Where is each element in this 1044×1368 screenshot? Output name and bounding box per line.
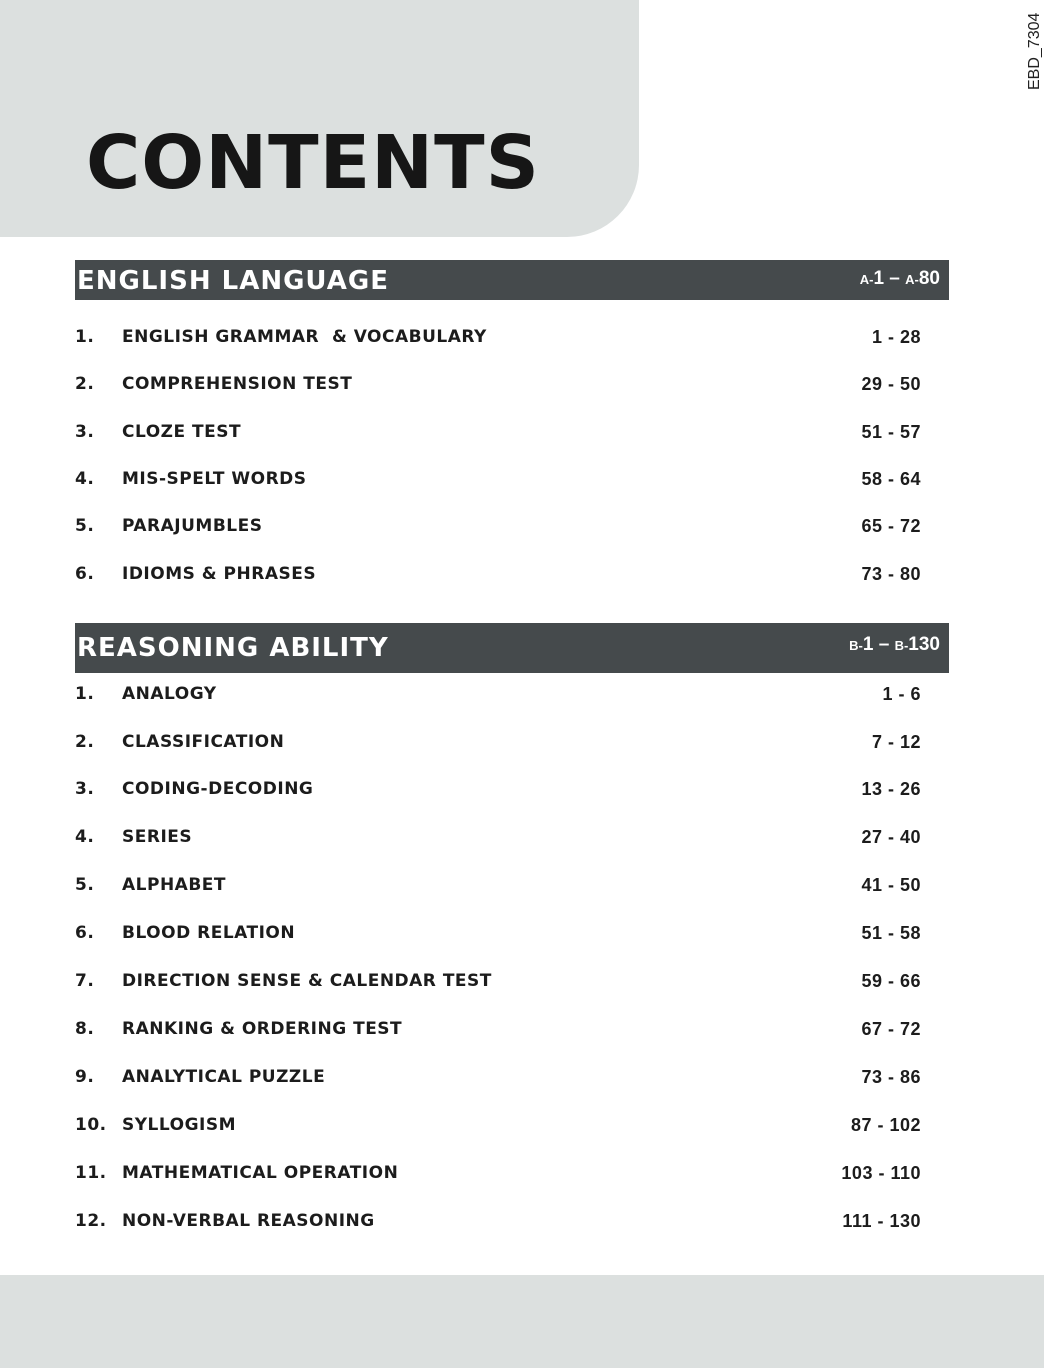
entry-title: NON-VERBAL REASONING bbox=[122, 1211, 375, 1231]
entry-pages: 103 - 110 bbox=[841, 1163, 921, 1183]
entry-pages: 7 - 12 bbox=[871, 732, 921, 752]
section-title: ENGLISH LANGUAGE bbox=[77, 266, 389, 296]
entry-number: 8. bbox=[75, 1019, 95, 1039]
entry-number: 6. bbox=[75, 923, 95, 943]
entry-title: ALPHABET bbox=[122, 875, 226, 895]
entry-title: CLASSIFICATION bbox=[122, 732, 285, 752]
entry-number: 3. bbox=[75, 422, 95, 442]
entry-number: 7. bbox=[75, 971, 95, 991]
toc-entry[interactable] bbox=[75, 1161, 921, 1185]
entry-title: CODING-DECODING bbox=[122, 779, 314, 799]
section-page-range: B-1 – B-130 bbox=[849, 634, 940, 655]
entry-title: MIS-SPELT WORDS bbox=[122, 469, 307, 489]
entry-number: 4. bbox=[75, 469, 95, 489]
entry-pages: 1 - 6 bbox=[882, 684, 921, 704]
entry-pages: 65 - 72 bbox=[861, 516, 921, 536]
entry-pages: 87 - 102 bbox=[850, 1115, 921, 1135]
toc-entry[interactable] bbox=[75, 325, 921, 349]
entry-number: 9. bbox=[75, 1067, 95, 1087]
entry-number: 4. bbox=[75, 827, 95, 847]
entry-title: ANALOGY bbox=[122, 684, 217, 704]
entry-pages: 29 - 50 bbox=[861, 374, 921, 394]
page-title: CONTENTS bbox=[86, 120, 540, 206]
entry-pages: 41 - 50 bbox=[861, 875, 921, 895]
entry-pages: 58 - 64 bbox=[861, 469, 921, 489]
entry-number: 1. bbox=[75, 327, 95, 347]
entry-number: 5. bbox=[75, 875, 95, 895]
section-header-english bbox=[75, 260, 949, 300]
entry-pages: 73 - 86 bbox=[861, 1067, 921, 1087]
toc-entry[interactable] bbox=[75, 921, 921, 945]
entry-title: SYLLOGISM bbox=[122, 1115, 237, 1135]
entry-title: ENGLISH GRAMMAR & VOCABULARY bbox=[122, 327, 487, 347]
entry-pages: 27 - 40 bbox=[861, 827, 921, 847]
entry-title: PARAJUMBLES bbox=[122, 516, 263, 536]
entry-pages: 1 - 28 bbox=[871, 327, 921, 347]
entry-title: IDIOMS & PHRASES bbox=[122, 564, 317, 584]
entry-number: 5. bbox=[75, 516, 95, 536]
entry-number: 11. bbox=[75, 1163, 107, 1183]
entry-title: SERIES bbox=[122, 827, 193, 847]
toc-entry[interactable] bbox=[75, 1017, 921, 1041]
toc-entry[interactable] bbox=[75, 562, 921, 586]
toc-entry[interactable] bbox=[75, 825, 921, 849]
entry-pages: 13 - 26 bbox=[861, 779, 921, 799]
entry-title: DIRECTION SENSE & CALENDAR TEST bbox=[122, 971, 492, 991]
toc-entry[interactable] bbox=[75, 372, 921, 396]
entry-pages: 73 - 80 bbox=[861, 564, 921, 584]
section-page-range: A-1 – A-80 bbox=[859, 268, 940, 289]
entry-title: CLOZE TEST bbox=[122, 422, 242, 442]
entry-title: BLOOD RELATION bbox=[122, 923, 296, 943]
entry-pages: 67 - 72 bbox=[861, 1019, 921, 1039]
entry-number: 1. bbox=[75, 684, 95, 704]
entry-title: MATHEMATICAL OPERATION bbox=[122, 1163, 399, 1183]
toc-entry[interactable] bbox=[75, 873, 921, 897]
entry-pages: 51 - 57 bbox=[861, 422, 921, 442]
toc-entry[interactable] bbox=[75, 969, 921, 993]
section-title: REASONING ABILITY bbox=[77, 633, 389, 663]
toc-entry[interactable] bbox=[75, 1209, 921, 1233]
entry-number: 6. bbox=[75, 564, 95, 584]
toc-entry[interactable] bbox=[75, 420, 921, 444]
document-code: EBD_7304 bbox=[1026, 12, 1043, 90]
entry-pages: 51 - 58 bbox=[861, 923, 921, 943]
entry-number: 12. bbox=[75, 1211, 107, 1231]
toc-entry[interactable] bbox=[75, 777, 921, 801]
entry-number: 2. bbox=[75, 374, 95, 394]
section-header-reasoning bbox=[75, 623, 949, 673]
toc-entry[interactable] bbox=[75, 467, 921, 491]
entry-pages: 59 - 66 bbox=[861, 971, 921, 991]
toc-entry[interactable] bbox=[75, 682, 921, 706]
toc-entry[interactable] bbox=[75, 1113, 921, 1137]
entry-number: 2. bbox=[75, 732, 95, 752]
entry-number: 10. bbox=[75, 1115, 107, 1135]
entry-title: RANKING & ORDERING TEST bbox=[122, 1019, 403, 1039]
entry-title: ANALYTICAL PUZZLE bbox=[122, 1067, 326, 1087]
entry-title: COMPREHENSION TEST bbox=[122, 374, 353, 394]
toc-entry[interactable] bbox=[75, 1065, 921, 1089]
entry-number: 3. bbox=[75, 779, 95, 799]
footer-band bbox=[0, 1275, 1044, 1368]
toc-entry[interactable] bbox=[75, 514, 921, 538]
entry-pages: 111 - 130 bbox=[842, 1211, 921, 1231]
toc-entry[interactable] bbox=[75, 730, 921, 754]
